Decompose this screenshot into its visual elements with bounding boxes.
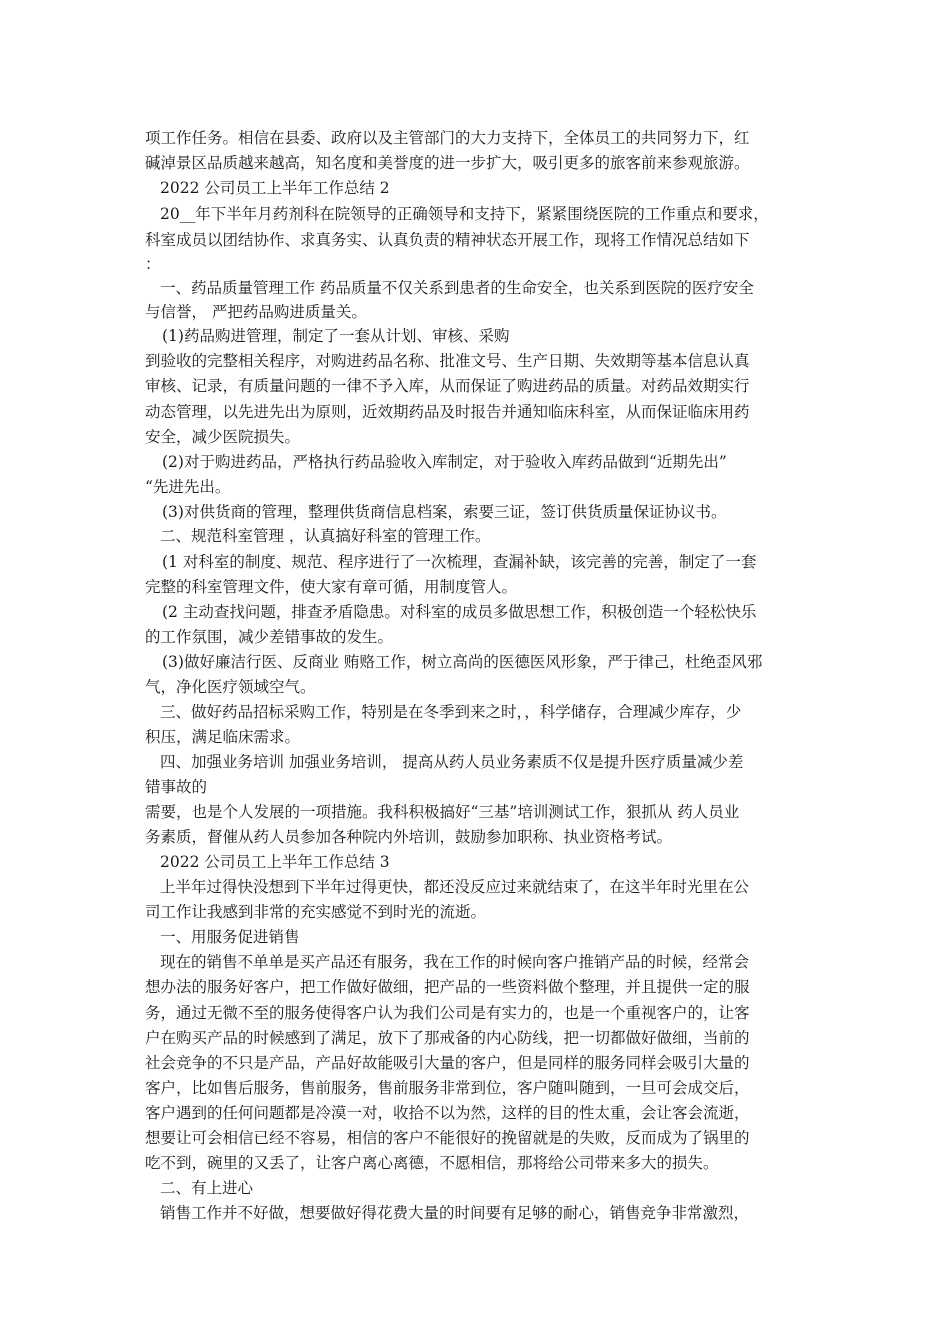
section-heading: 三、做好药品招标采购工作，特别是在冬季到来之时，，科学储存，合理减少库存，少 [160,703,742,721]
section-heading: 2022 公司员工上半年工作总结 2 [160,179,390,197]
text-line: 社会竞争的不只是产品，产品好故能吸引大量的客户，但是同样的服务同样会吸引大量的 [145,1054,750,1072]
text-line: 上半年过得快没想到下半年过得更快，都还没反应过来就结束了，在这半年时光里在公 [160,878,750,896]
text-line: (1 对科室的制度、规范、程序进行了一次梳理，查漏补缺，该完善的完善，制定了一套 [162,553,757,571]
text-line: 现在的销售不单单是买产品还有服务，我在工作的时候向客户推销产品的时候，经常会 [160,953,750,971]
text-line: 吃不到，碗里的又丢了，让客户离心离德，不愿相信，那将给公司带来多大的损失。 [145,1154,719,1172]
text-line: 审核、记录，有质量问题的一律不予入库，从而保证了购进药品的质量。对药品效期实行 [145,377,750,395]
section-heading: 一、用服务促进销售 [160,928,300,946]
text-line: ： [145,255,161,273]
text-line: 碱淖景区品质越来越高，知名度和美誉度的进一步扩大，吸引更多的旅客前来参观旅游。 [145,154,750,172]
text-line: (2 主动查找问题，排查矛盾隐患。对科室的成员多做思想工作，积极创造一个轻松快乐 [162,603,757,621]
text-line: 完整的科室管理文件，使大家有章可循，用制度管人。 [145,578,518,596]
text-line: 科室成员以团结协作、求真务实、认真负责的精神状态开展工作，现将工作情况总结如下 [145,231,750,249]
text-line: (1)药品购进管理，制定了一套从计划、审核、采购 [162,327,510,345]
text-line: 客户，比如售后服务，售前服务，售前服务非常到位，客户随叫随到，一旦可会成交后， [145,1079,750,1097]
text-line: 的工作氛围，减少差错事故的发生。 [145,628,394,646]
section-heading: 二、有上进心 [160,1179,254,1197]
section-heading: 2022 公司员工上半年工作总结 3 [160,853,390,871]
text-line: 务，通过无微不至的服务使得客户认为我们公司是有实力的，也是一个重视客户的，让客 [145,1004,750,1022]
text-line: (3)对供货商的管理，整理供货商信息档案，索要三证，签订供货质量保证协议书。 [162,503,727,521]
text-line: 积压，满足临床需求。 [145,728,301,746]
text-line: 与信誉， 严把药品购进质量关。 [145,303,367,321]
text-line: 需要，也是个人发展的一项措施。我科积极搞好“三基”培训测试工作，狠抓从 药人员业 [145,803,740,821]
text-line: 想办法的服务好客户，把工作做好做细，把产品的一些资料做个整理，并且提供一定的服 [145,978,750,996]
text-line: 客户遇到的任何问题都是冷漠一对，收拾不以为然，这样的目的性太重，会让客会流逝， [145,1104,750,1122]
text-line: 安全，减少医院损失。 [145,428,301,446]
text-line: 司工作让我感到非常的充实感觉不到时光的流逝。 [145,903,487,921]
text-line: 错事故的 [145,778,208,796]
text-line: 一、药品质量管理工作 药品质量不仅关系到患者的生命安全，也关系到医院的医疗安全 [160,279,754,297]
text-line: 气，净化医疗领域空气。 [145,678,316,696]
text-line: 想要让可会相信已经不容易，相信的客户不能很好的挽留就是的失败，反而成为了锅里的 [145,1129,750,1147]
text-line: (3)做好廉洁行医、反商业 贿赂工作，树立高尚的医德医风形象，严于律己，杜绝歪风邪 [162,653,763,671]
text-line: 项工作任务。相信在县委、政府以及主管部门的大力支持下，全体员工的共同努力下，红 [145,129,750,147]
text-line: 到验收的完整相关程序，对购进药品名称、批准文号、生产日期、失效期等基本信息认真 [145,352,750,370]
text-line: 销售工作并不好做，想要做好得花费大量的时间要有足够的耐心，销售竞争非常激烈， [160,1204,750,1222]
text-line: 动态管理，以先进先出为原则，近效期药品及时报告并通知临床科室，从而保证临床用药 [145,403,750,421]
section-heading: 四、加强业务培训 加强业务培训， 提高从药人员业务素质不仅是提升医疗质量减少差 [160,753,744,771]
text-line: 务素质，督催从药人员参加各种院内外培训，鼓励参加职称、执业资格考试。 [145,828,673,846]
text-line: 户在购买产品的时候感到了满足，放下了那戒备的内心防线，把一切都做好做细，当前的 [145,1029,750,1047]
text-line: “先进先出。 [145,478,231,496]
text-line: (2)对于购进药品，严格执行药品验收入库制定，对于验收入库药品做到“近期先出” [162,453,727,471]
section-heading: 二、规范科室管理 ，认真搞好科室的管理工作。 [160,527,491,545]
text-line: 20__年下半年月药剂科在院领导的正确领导和支持下，紧紧围绕医院的工作重点和要求， [160,205,769,223]
